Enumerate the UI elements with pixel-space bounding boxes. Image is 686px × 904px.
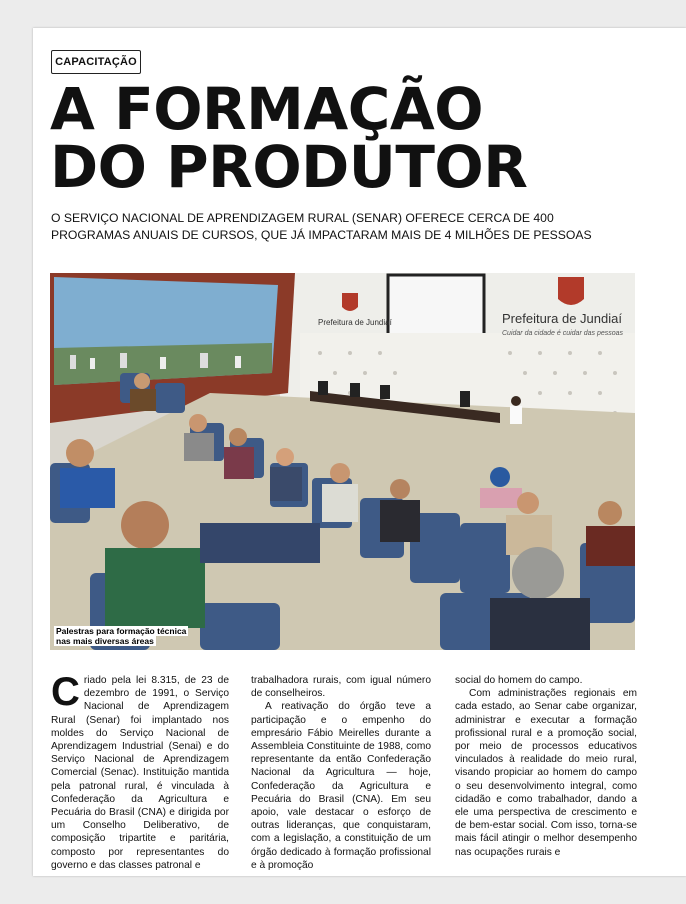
- column-1-text: riado pela lei 8.315, de 23 de dezembro de 1991, o Serviço Nacional de Aprendizagem Rural (Senar) foi implantado nos moldes do Serviço Nacional de Aprendizagem Industrial (Senai) e do Serviço Nacional de Aprendizagem Comercial (Senac). Instituição mantida pela patronal rural, é vinculada à Confederação da Agricultura e Pecuária do Brasil (CNA) e dirigida por um Conselho Deliberativo, de composição tripartite e paritária, composto por representantes do governo e das classes patronal e: [51, 675, 229, 871]
- lecture-photo-illustration: [50, 273, 635, 650]
- article-column-2: [251, 674, 431, 872]
- speaker: [511, 396, 521, 406]
- subtitle-line-2: PROGRAMAS ANUAIS DE CURSOS, QUE JÁ IMPACTARAM MAIS DE 4 MILHÕES DE PESSOAS: [51, 228, 592, 242]
- headline-line-2: DO PRODUTOR: [50, 133, 528, 201]
- column-2-paragraph-2: A reativação do órgão teve a participação e o empenho do empresário Fábio Meirelles durante a Assembleia Constituinte de 1988, como representante da então Confederação Nacional da Agricultura — hoje, Confederação da Agricultura e Pecuária do Brasil (CNA). Em seu apoio, vale destacar o esforço de outras lideranças, que conquistaram, com a legislação, a constituição de um órgão dedicado à formação profissional e à promoção: [251, 701, 431, 871]
- column-3-paragraph-2: Com administrações regionais em cada estado, ao Senar cabe organizar, administrar e executar a formação profissional rural e a promoção social, por meio de processos educativos vinculados à realidade do meio rural, visando propiciar ao homem do campo o seu desenvolvimento integral, como cidadão e como trabalhador, dando a ele uma perspectiva de crescimento e de bem-estar social. Com isso, torna-se mais fácil atingir o melhor desempenho nas ocupações rurais e: [455, 688, 637, 858]
- magazine-page: [33, 28, 686, 876]
- headline-line-1: A FORMAÇÃO: [50, 75, 484, 143]
- article-column-3: [455, 674, 637, 859]
- subtitle-line-1: O SERVIÇO NACIONAL DE APRENDIZAGEM RURAL (SENAR) OFERECE CERCA DE 400: [51, 211, 554, 225]
- caption-line-1: Palestras para formação técnica: [56, 626, 187, 636]
- article-column-1: [51, 670, 229, 872]
- headline: [50, 75, 650, 201]
- column-2-paragraph-1: trabalhadora rurais, com igual número de conselheiros.: [251, 675, 431, 700]
- sign-large: Prefeitura de Jundiaí: [502, 311, 622, 326]
- column-3-paragraph-1: social do homem do campo.: [455, 675, 583, 686]
- section-tag: CAPACITAÇÃO: [51, 50, 141, 74]
- crest-icon-right: [558, 277, 584, 305]
- subtitle: [51, 210, 651, 244]
- drop-cap: C: [51, 670, 80, 714]
- crest-icon-left: [342, 293, 358, 311]
- sign-small: Prefeitura de Jundiaí: [318, 318, 392, 327]
- photo-caption: [54, 627, 188, 646]
- sign-tagline: Cuidar da cidade é cuidar das pessoas: [502, 330, 624, 337]
- caption-line-2: nas mais diversas áreas: [56, 635, 154, 646]
- lecture-photo: [50, 273, 635, 650]
